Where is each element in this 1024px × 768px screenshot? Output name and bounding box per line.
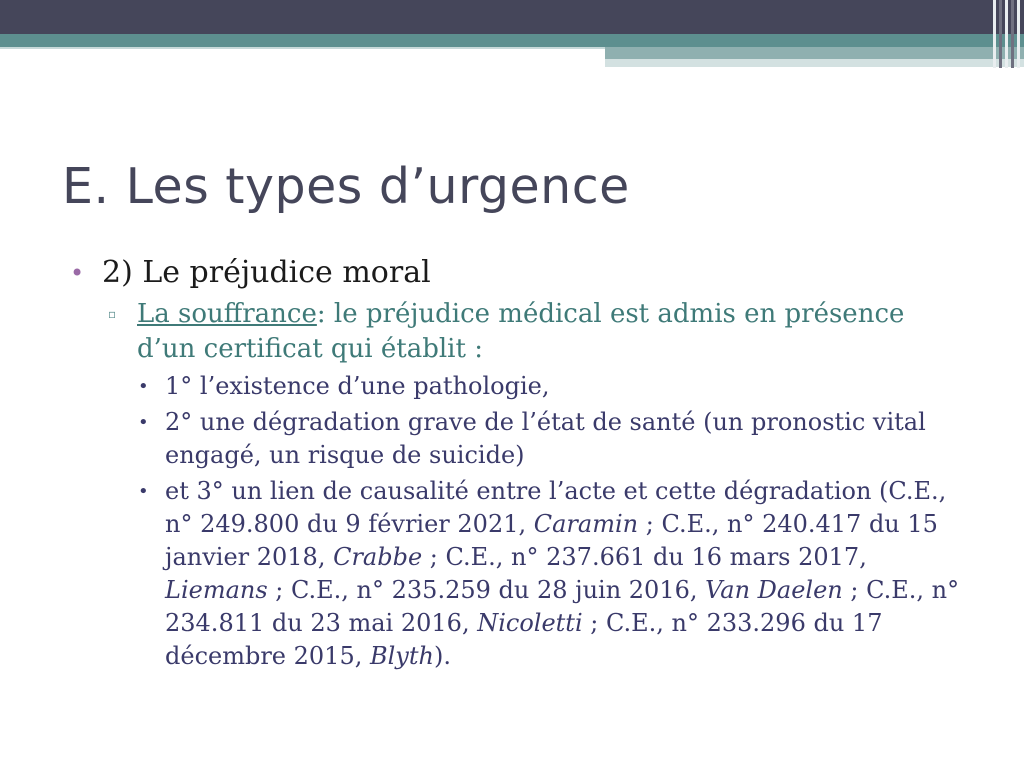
bullet-level3 (138, 475, 960, 673)
bullet-text (137, 297, 960, 367)
bullet-dot-icon: • (138, 481, 149, 502)
bullet-level3 (138, 370, 960, 403)
slide-title: E. Les types d’urgence (62, 158, 630, 215)
case-name: Nicoletti (477, 609, 583, 637)
header-stripe (1017, 0, 1020, 68)
bullet-text-rest: : le préjudice médical est admis en présence d’un certificat qui établit : (137, 299, 905, 364)
citation-text: ; C.E., n° 237.661 du 16 mars 2017, (422, 543, 867, 571)
case-name: Blyth (369, 642, 434, 670)
case-name: Caramin (533, 510, 639, 538)
bullet-text (165, 475, 960, 673)
header-stripe (993, 0, 996, 68)
bullet-text: 2° une dégradation grave de l’état de santé (un pronostic vital engagé, un risque de suicide) (165, 408, 926, 469)
bullet-dot-icon: • (138, 412, 149, 433)
header-dark-bar (0, 0, 1024, 34)
citation-text: ; C.E., n° 233.296 du 17 décembre 2015, (165, 609, 883, 670)
bullet-dot-icon: • (70, 259, 85, 287)
header-stripe (999, 0, 1002, 68)
bullet-level3 (138, 406, 960, 472)
case-name: Crabbe (333, 543, 423, 571)
citation-text: et 3° un lien de causalité entre l’acte et cette dégradation (C.E., n° 249.800 du 9 février 2021, (165, 477, 947, 538)
citation-text: ; C.E., n° 240.417 du 15 janvier 2018, (165, 510, 938, 571)
header-stripe (1005, 0, 1008, 68)
case-name: Van Daelen (705, 576, 843, 604)
citation-text: ). (433, 642, 451, 670)
bullet-level2 (108, 297, 960, 367)
case-name: Liemans (165, 576, 268, 604)
header-teal-accent (605, 47, 1024, 59)
bullet-dot-icon: • (138, 376, 149, 397)
bullet-text: 2) Le préjudice moral (102, 255, 431, 290)
bullet-square-icon: ▫ (108, 307, 117, 321)
citation-text: ; C.E., n° 235.259 du 28 juin 2016, (267, 576, 706, 604)
header-teal-bar (0, 34, 1024, 47)
bullet-level1 (70, 253, 960, 293)
souffrance-link[interactable]: La souffrance (137, 299, 317, 329)
header-stripe (1011, 0, 1014, 68)
bullet-text: 1° l’existence d’une pathologie, (165, 372, 550, 400)
citation-text: ; C.E., n° 234.811 du 23 mai 2016, (165, 576, 960, 637)
header-light-accent (605, 59, 1024, 67)
slide-body (70, 253, 960, 673)
header-thin-line (0, 47, 605, 49)
